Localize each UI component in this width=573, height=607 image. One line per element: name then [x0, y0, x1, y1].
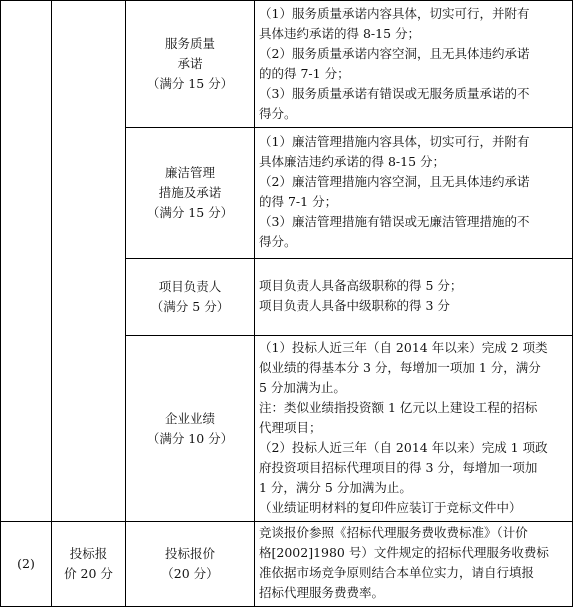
criteria-line: （1）服务质量承诺内容具体，切实可行，并附有 — [259, 6, 530, 21]
criteria-line: 的得 7-1 分； — [259, 194, 338, 209]
criteria-line: 1 分，满分 5 分加满为止。 — [259, 480, 412, 495]
criteria-line: （业绩证明材料的复印件应装订于竞标文件中） — [259, 500, 522, 515]
criteria-line: 具体违约承诺的得 8-15 分； — [259, 26, 421, 41]
item-line: 措施及承诺 — [158, 185, 222, 200]
item-line: 项目负责人 — [158, 279, 222, 294]
criteria-cell-integrity — [259, 132, 571, 252]
criteria-line: （3）服务质量承诺有错误或无服务质量承诺的不 — [259, 86, 530, 101]
item-line: 廉洁管理 — [164, 165, 215, 180]
item-line: 企业业绩 — [164, 410, 215, 426]
col-divider — [254, 0, 255, 607]
criteria-cell-service-quality — [259, 4, 571, 124]
criteria-line: 得分。 — [259, 234, 297, 249]
criteria-line: 项目负责人具备中级职称的得 3 分 — [259, 298, 450, 313]
col-divider — [0, 0, 1, 607]
item-line: （20 分） — [161, 566, 219, 581]
category-line: 投标报 — [69, 546, 108, 561]
criteria-line: 府投资项目招标代理项目的得 3 分，每增加一项加 — [259, 460, 538, 475]
criteria-line: （1）廉洁管理措施内容具体，切实可行，并附有 — [259, 134, 530, 149]
criteria-line: 得分。 — [259, 106, 297, 121]
item-cell-performance — [126, 336, 254, 521]
criteria-cell-performance — [259, 338, 571, 518]
category-cell-bid-price — [52, 522, 125, 606]
criteria-line: 具体廉洁违约承诺的得 8-15 分； — [259, 154, 446, 169]
row-divider — [0, 0, 573, 1]
criteria-line: （2）廉洁管理措施内容空洞，且无具体违约承诺 — [259, 174, 530, 189]
item-line: 投标报价 — [164, 546, 215, 561]
criteria-line: （1）投标人近三年（自 2014 年以来）完成 2 项类 — [259, 340, 548, 355]
criteria-line: 的的得 7-1 分； — [259, 66, 350, 81]
item-cell-service-quality — [126, 1, 254, 127]
item-line: 服务质量 — [164, 36, 215, 51]
criteria-line: 竞谈报价参照《招标代理服务费收费标准》（计价 — [259, 525, 528, 540]
item-line: （满分 15 分） — [146, 76, 234, 91]
criteria-cell-project-lead — [259, 276, 571, 316]
item-line: （满分 5 分） — [150, 299, 230, 314]
item-cell-bid-price — [126, 522, 254, 606]
item-line: （满分 10 分） — [146, 430, 234, 446]
col-divider — [51, 0, 52, 607]
criteria-line: 招标代理服务费费率。 — [259, 585, 385, 600]
criteria-line: 准依据市场竞争原则结合本单位实力，请自行填报 — [259, 565, 535, 580]
criteria-line: 代理项目； — [259, 420, 322, 435]
row-number: (2) — [17, 556, 35, 571]
criteria-line: （2）服务质量承诺内容空洞，且无具体违约承诺 — [259, 46, 530, 61]
row-number-cell — [1, 522, 51, 606]
criteria-line: 注：类似业绩指投资额 1 亿元以上建设工程的招标 — [259, 400, 538, 415]
criteria-cell-bid-price — [259, 523, 571, 603]
item-cell-integrity — [126, 128, 254, 258]
category-line: 价 20 分 — [64, 566, 113, 581]
criteria-line: 项目负责人具备高级职称的得 5 分； — [259, 278, 463, 293]
item-line: （满分 15 分） — [146, 205, 234, 220]
criteria-line: 似业绩的得基本分 3 分，每增加一项加 1 分，满分 — [259, 360, 541, 375]
criteria-line: 格[2002]1980 号）文件规定的招标代理服务收费标 — [259, 545, 549, 560]
criteria-line: （2）投标人近三年（自 2014 年以来）完成 1 项政 — [259, 440, 548, 455]
item-line: 承诺 — [177, 56, 203, 71]
item-cell-project-lead — [126, 259, 254, 335]
criteria-line: （3）廉洁管理措施有错误或无廉洁管理措施的不 — [259, 214, 530, 229]
criteria-line: 5 分加满为止。 — [259, 380, 346, 395]
